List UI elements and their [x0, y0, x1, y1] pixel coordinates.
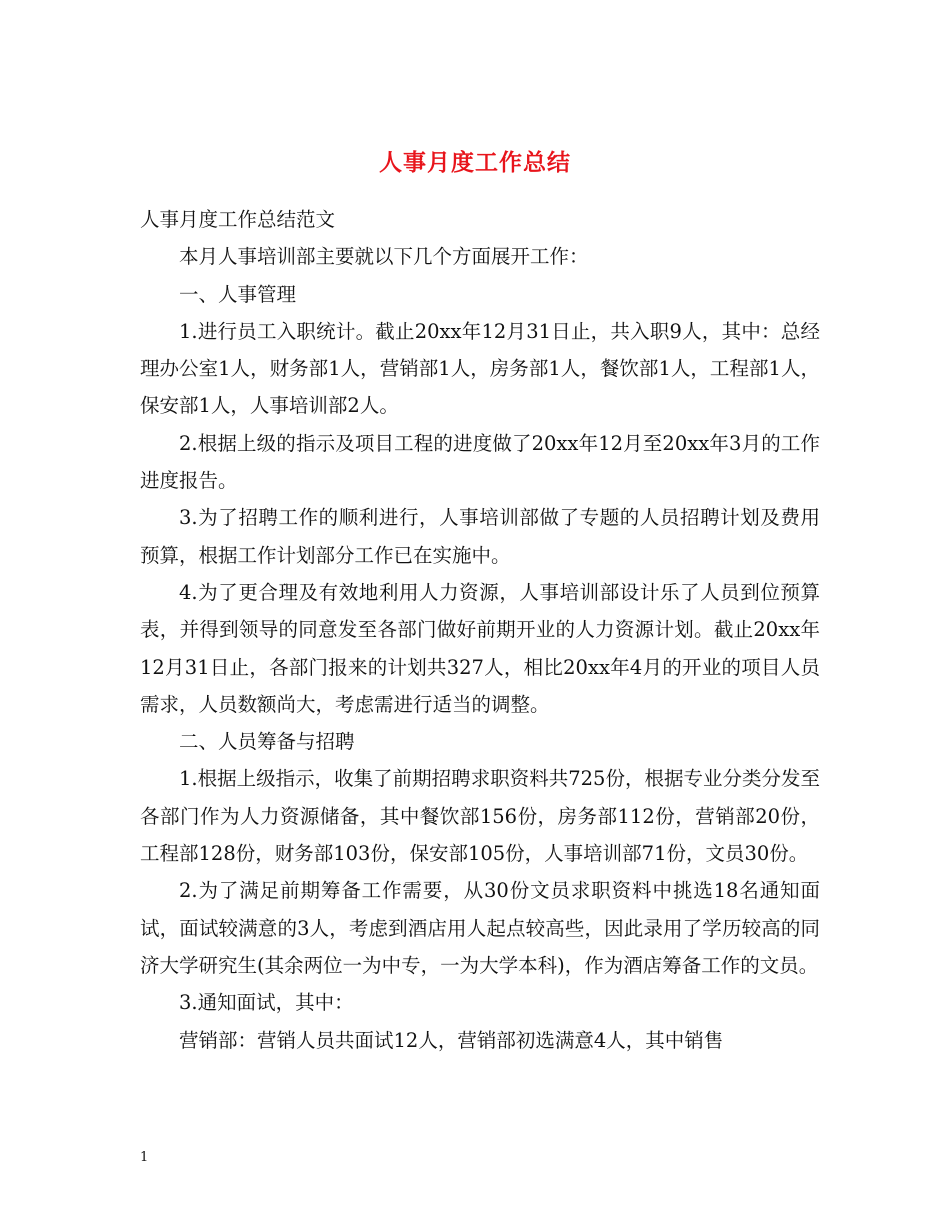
body-paragraph: 1.进行员工入职统计。截止20xx年12月31日止，共入职9人，其中：总经理办公室1人，财务部1人，营销部1人，房务部1人，餐饮部1人，工程部1人，保安部1人，人事培训部2人。	[140, 319, 820, 418]
document-body	[140, 201, 820, 1059]
body-paragraph: 1.根据上级指示，收集了前期招聘求职资料共725份，根据专业分类分发至各部门作为人力资源储备，其中餐饮部156份，房务部112份，营销部20份，工程部128份，财务部103份，保安部105份，人事培训部71份，文员30份。	[140, 767, 820, 866]
body-paragraph: 3.为了招聘工作的顺利进行，人事培训部做了专题的人员招聘计划及费用预算，根据工作计划部分工作已在实施中。	[140, 506, 820, 567]
page-number: 1	[140, 1150, 149, 1165]
document-title: 人事月度工作总结	[379, 149, 571, 177]
body-paragraph: 2.为了满足前期筹备工作需要，从30份文员求职资料中挑选18名通知面试，面试较满意的3人，考虑到酒店用人起点较高些，因此录用了学历较高的同济大学研究生(其余两位一为中专，一为大学本科)，作为酒店筹备工作的文员。	[140, 879, 820, 977]
body-paragraph: 2.根据上级的指示及项目工程的进度做了20xx年12月至20xx年3月的工作进度报告。	[140, 431, 820, 493]
section-heading: 一、人事管理	[179, 282, 297, 306]
body-paragraph: 本月人事培训部主要就以下几个方面展开工作：	[179, 245, 589, 269]
body-paragraph: 3.通知面试，其中：	[179, 991, 354, 1015]
body-paragraph: 4.为了更合理及有效地利用人力资源，人事培训部设计乐了人员到位预算表，并得到领导的同意发至各部门做好前期开业的人力资源计划。截止20xx年12月31日止，各部门报来的计划共327人，相比20xx年4月的开业的项目人员需求，人员数额尚大，考虑需进行适当的调整。	[140, 580, 820, 716]
body-paragraph: 人事月度工作总结范文	[140, 208, 336, 231]
section-heading: 二、人员筹备与招聘	[179, 730, 355, 754]
body-paragraph: 营销部：营销人员共面试12人，营销部初选满意4人，其中销售	[179, 1028, 724, 1052]
